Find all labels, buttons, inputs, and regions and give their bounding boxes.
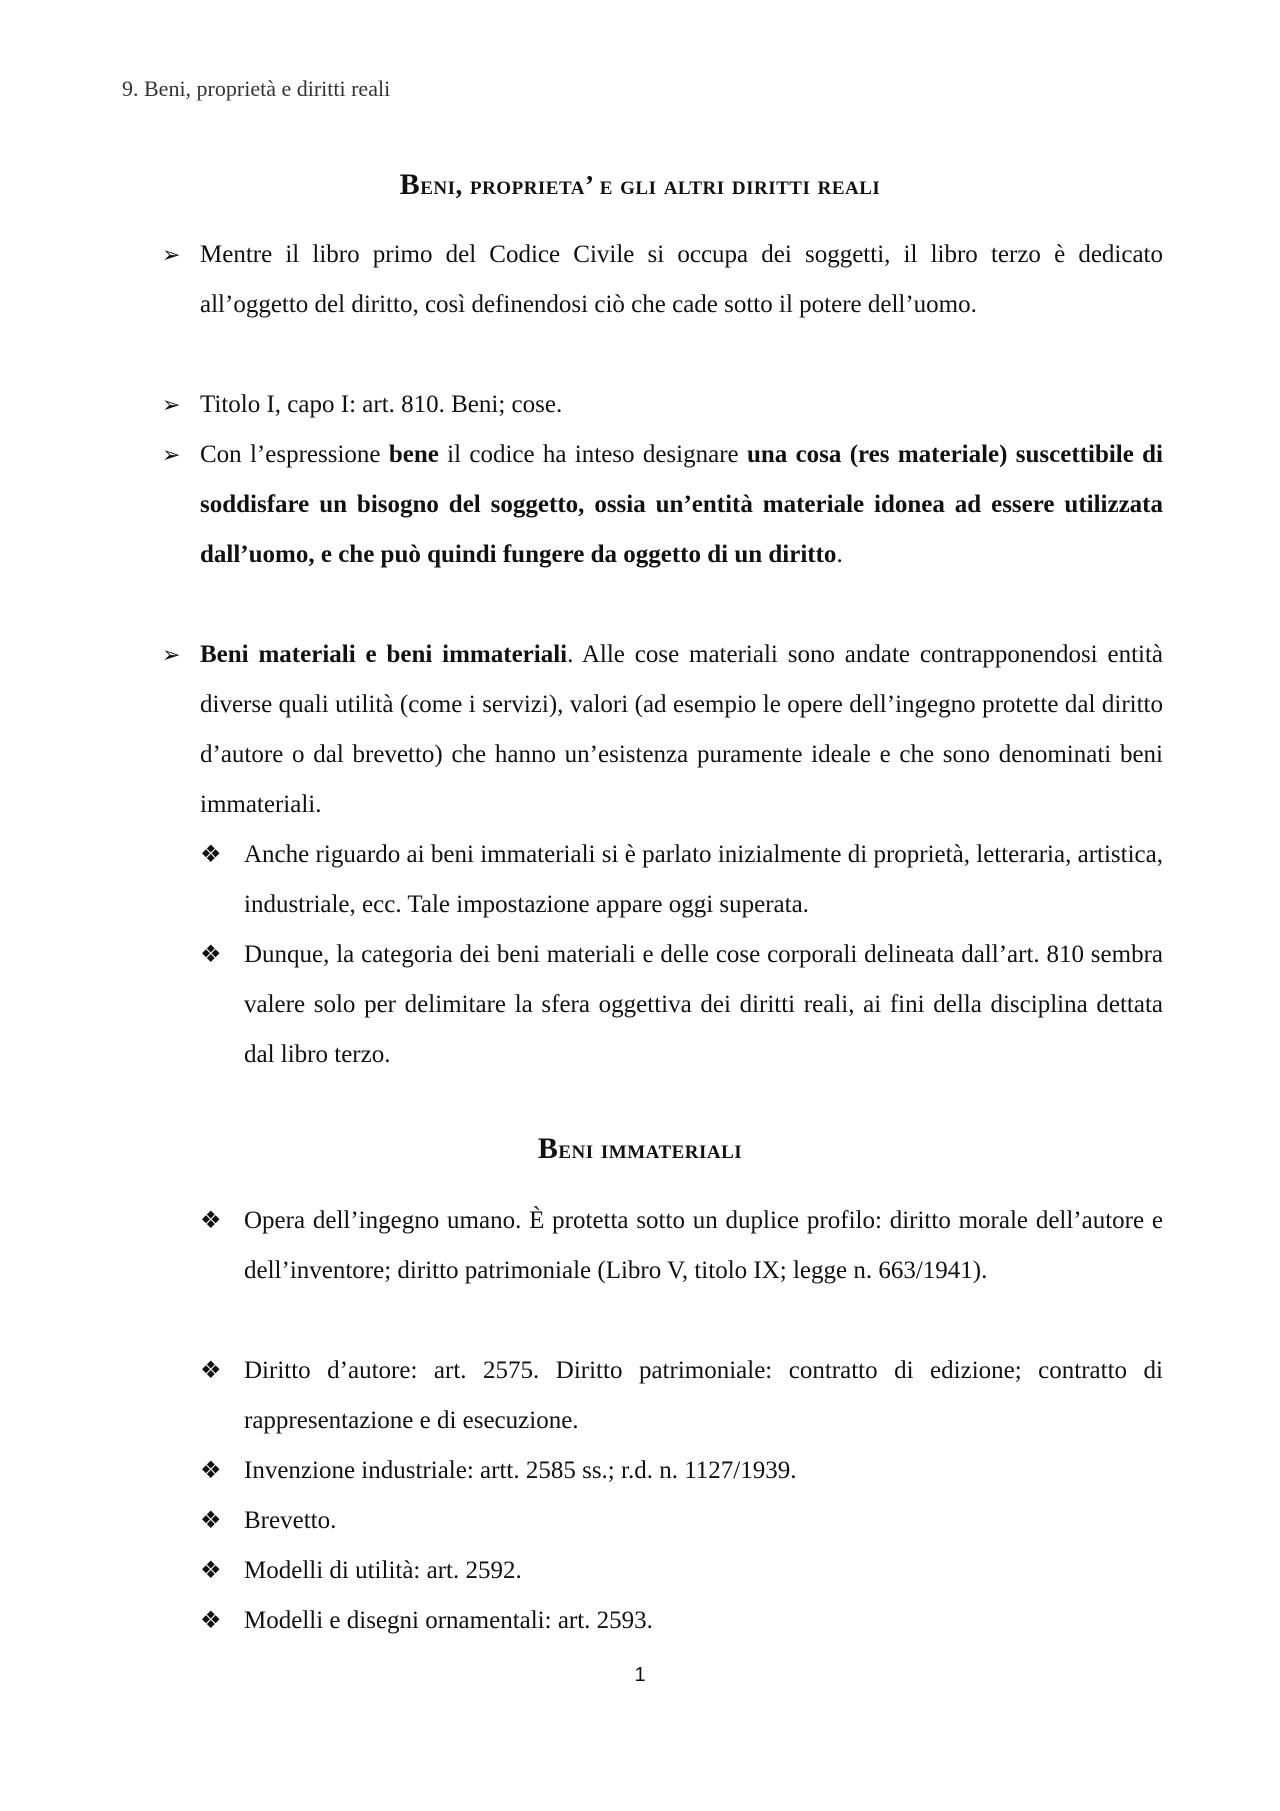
diamond-bullet-icon: ❖ [200,1458,222,1484]
list-item: Anche riguardo ai beni immateriali si è parlato inizialmente di proprietà, letteraria, artistica, industriale, ecc. Tale impostazione appare oggi superata. [244,841,1163,918]
list-item: Modelli e disegni ornamentali: art. 2593. [244,1607,653,1634]
diamond-bullet-icon: ❖ [200,842,222,868]
text-run: . [836,541,843,568]
arrow-bullet-icon: ➢ [162,392,181,417]
diamond-bullet-icon: ❖ [200,1208,222,1234]
section-title-beni-proprieta [0,168,1280,202]
list-item [200,630,1163,830]
arrow-bullet-icon: ➢ [162,442,181,467]
list-item: Opera dell’ingegno umano. È protetta sotto un duplice profilo: diritto morale dell’autore e dell’inventore; diritto patrimoniale (Libro V, titolo IX; legge n. 663/1941). [244,1207,1163,1284]
arrow-bullet-icon: ➢ [162,642,181,667]
diamond-bullet-icon: ❖ [200,1358,222,1384]
text-run: Con l’espressione [200,441,389,468]
list-item: Diritto d’autore: art. 2575. Diritto patrimoniale: contratto di edizione; contratto di rappresentazione e di esecuzione. [244,1357,1163,1434]
list-item: Titolo I, capo I: art. 810. Beni; cose. [200,391,563,418]
list-item: Invenzione industriale: artt. 2585 ss.; r.d. n. 1127/1939. [244,1457,797,1484]
list-item: Dunque, la categoria dei beni materiali e delle cose corporali delineata dall’art. 810 sembra valere solo per delimitare la sfera oggettiva dei diritti reali, ai fini della disciplina dettata dal libro terzo. [244,941,1163,1068]
list-item: Mentre il libro primo del Codice Civile si occupa dei soggetti, il libro terzo è dedicato all’oggetto del diritto, così definendosi ciò che cade sotto il potere dell’uomo. [200,241,1163,318]
section-title-beni-immateriali [0,1132,1280,1166]
arrow-bullet-icon: ➢ [162,242,181,267]
diamond-bullet-icon: ❖ [200,1608,222,1634]
diamond-bullet-icon: ❖ [200,1558,222,1584]
list-item [200,430,1163,580]
section-title-initial: B [537,1132,559,1165]
section-title-rest: eni, proprieta’ e gli altri diritti reali [420,170,881,200]
page-number: 1 [634,1664,646,1686]
list-item: Modelli di utilità: art. 2592. [244,1557,522,1584]
running-header: 9. Beni, proprietà e diritti reali [122,76,391,101]
bold-term: bene [388,441,439,468]
section-title-initial: B [399,168,421,201]
text-run: il codice ha inteso designare [438,441,747,468]
bold-term: Beni materiali e beni immateriali [200,641,568,668]
bold-definition: una cosa (res materiale) suscettibile di soddisfare un bisogno del soggetto, ossia un’entità materiale idonea ad essere utilizzata dall’uomo, e che può quindi fungere da oggetto di un diritto [200,441,1163,568]
text-run: . Alle cose materiali sono andate contrapponendosi entità diverse quali utilità (come i servizi), valori (ad esempio le opere dell’ingegno protette dal diritto d’autore o dal brevetto) che hanno un’esistenza puramente ideale e che sono denominati beni immateriali. [200,641,1164,818]
diamond-bullet-icon: ❖ [200,1508,222,1534]
section-title-rest: eni immateriali [558,1134,743,1164]
list-item: Brevetto. [244,1507,337,1534]
diamond-bullet-icon: ❖ [200,942,222,968]
